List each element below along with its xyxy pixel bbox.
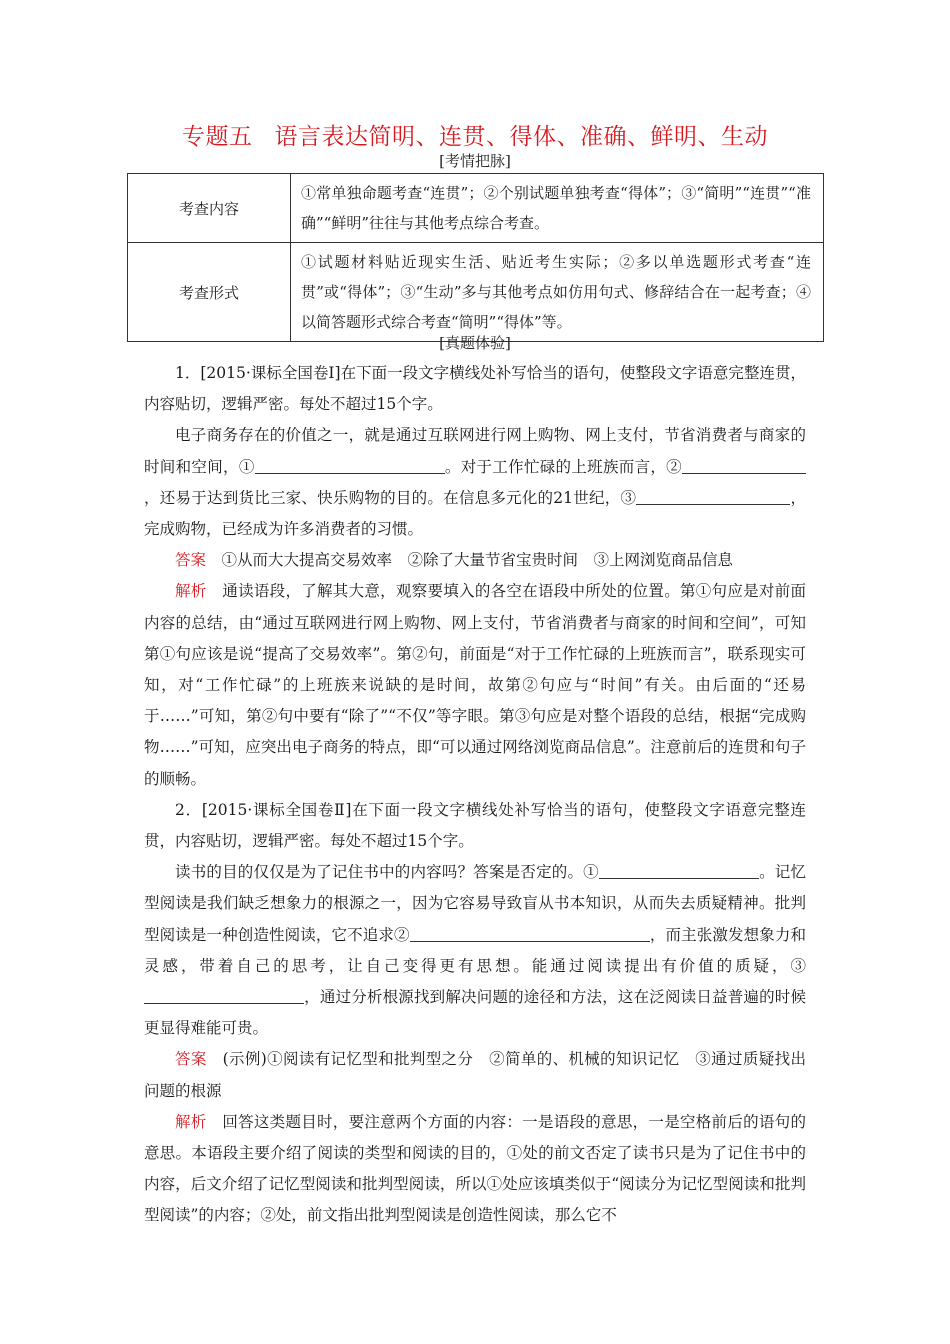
blank-3[interactable] — [144, 985, 304, 1004]
question-1-answer: 答案 ①从而大大提高交易效率 ②除了大量节省宝贵时间 ③上网浏览商品信息 — [175, 551, 734, 570]
question-2-answer: 答案 (示例)①阅读有记忆型和批判型之分 ②简单的、机械的知识记忆 ③通过质疑找出问题的根源 — [144, 1050, 806, 1100]
table-row — [128, 174, 824, 243]
section-label-real-questions: [真题体验] — [439, 334, 511, 352]
table-row — [128, 243, 824, 342]
blank-2-continued[interactable] — [716, 455, 806, 474]
answer-label: 答案 — [175, 551, 207, 570]
exam-info-table — [127, 173, 824, 342]
question-body — [144, 358, 806, 1232]
question-2-analysis: 解析 回答这类题目时，要注意两个方面的内容：一是语段的意思，一是空格前后的语句的意思。本语段主要介绍了阅读的类型和阅读的目的，①处的前文否定了读书只是为了记住书中的内容，后文介绍了记忆型阅读和批判型阅读，所以①处应该填类似于“阅读分为记忆型阅读和批判型阅读”的内容；②处，前文指出批判型阅读是创造性阅读，那么它不 — [144, 1112, 806, 1225]
blank-1[interactable] — [255, 455, 445, 474]
answer-label: 答案 — [175, 1050, 207, 1069]
question-1-passage: 电子商务存在的价值之一，就是通过互联网进行网上购物、网上支付，节省消费者与商家的时间和空间，① 。对于工作忙碌的上班族而言，②，还易于达到货比三家、快乐购物的目的。在信息多元化的21世纪，③ ，完成购物，已经成为许多消费者的习惯。 — [144, 426, 806, 539]
table-key: 考查内容 — [128, 174, 291, 243]
analysis-label: 解析 — [175, 1112, 207, 1131]
analysis-label: 解析 — [175, 582, 207, 601]
blank-3-continued[interactable] — [670, 486, 790, 505]
title-topic-number: 专题五 — [182, 124, 253, 150]
blank-1[interactable] — [599, 860, 759, 879]
table-value: ①常单独命题考查“连贯”；②个别试题单独考查“得体”；③“简明”“连贯”“准确”“鲜明”往往与其他考点综合考查。 — [291, 174, 824, 243]
question-2-passage: 读书的目的仅仅是为了记住书中的内容吗？答案是否定的。① 。记忆型阅读是我们缺乏想象力的根源之一，因为它容易导致盲从书本知识，从而失去质疑精神。批判型阅读是一种创造性阅读，它不追求② ，而主张激发想象力和灵感，带着自己的思考，让自己变得更有思想。能通过阅读提出有价值的质疑，③，通过分析根源找到解决问题的途径和方法，这在泛阅读日益普遍的时候更显得难能可贵。 — [144, 857, 806, 1044]
page-title — [0, 118, 950, 151]
question-1-prompt: 1．[2015·课标全国卷Ⅰ]在下面一段文字横线处补写恰当的语句，使整段文字语意完整连贯，内容贴切，逻辑严密。每处不超过15个字。 — [144, 364, 806, 414]
question-1-analysis: 解析 通读语段，了解其大意，观察要填入的各空在语段中所处的位置。第①句应是对前面内容的总结，由“通过互联网进行网上购物、网上支付，节省消费者与商家的时间和空间”，可知第①句应该是说“提高了交易效率”。第②句，前面是“对于工作忙碌的上班族而言”，联系现实可知，对“工作忙碌”的上班族来说缺的是时间，故第②句应与“时间”有关。由后面的“还易于……”可知，第②句中要有“除了”“不仅”等字眼。第③句应是对整个语段的总结，根据“完成购物……”可知，应突出电子商务的特点，即“可以通过网络浏览商品信息”。注意前后的连贯和句子的顺畅。 — [144, 582, 806, 788]
blank-2[interactable] — [410, 923, 650, 942]
table-value: ①试题材料贴近现实生活、贴近考生实际；②多以单选题形式考查“连贯”或“得体”；③“生动”多与其他考点如仿用句式、修辞结合在一起考查；④以简答题形式综合考查“简明”“得体”等。 — [291, 243, 824, 342]
title-topic-name: 语言表达简明、连贯、得体、准确、鲜明、生动 — [274, 124, 768, 150]
blank-2[interactable] — [682, 455, 716, 474]
blank-3[interactable] — [636, 486, 670, 505]
section-label-exam-overview: [考情把脉] — [439, 152, 511, 170]
question-2-prompt: 2．[2015·课标全国卷Ⅱ]在下面一段文字横线处补写恰当的语句，使整段文字语意完整连贯，内容贴切，逻辑严密。每处不超过15个字。 — [144, 800, 806, 851]
table-key: 考查形式 — [128, 243, 291, 342]
